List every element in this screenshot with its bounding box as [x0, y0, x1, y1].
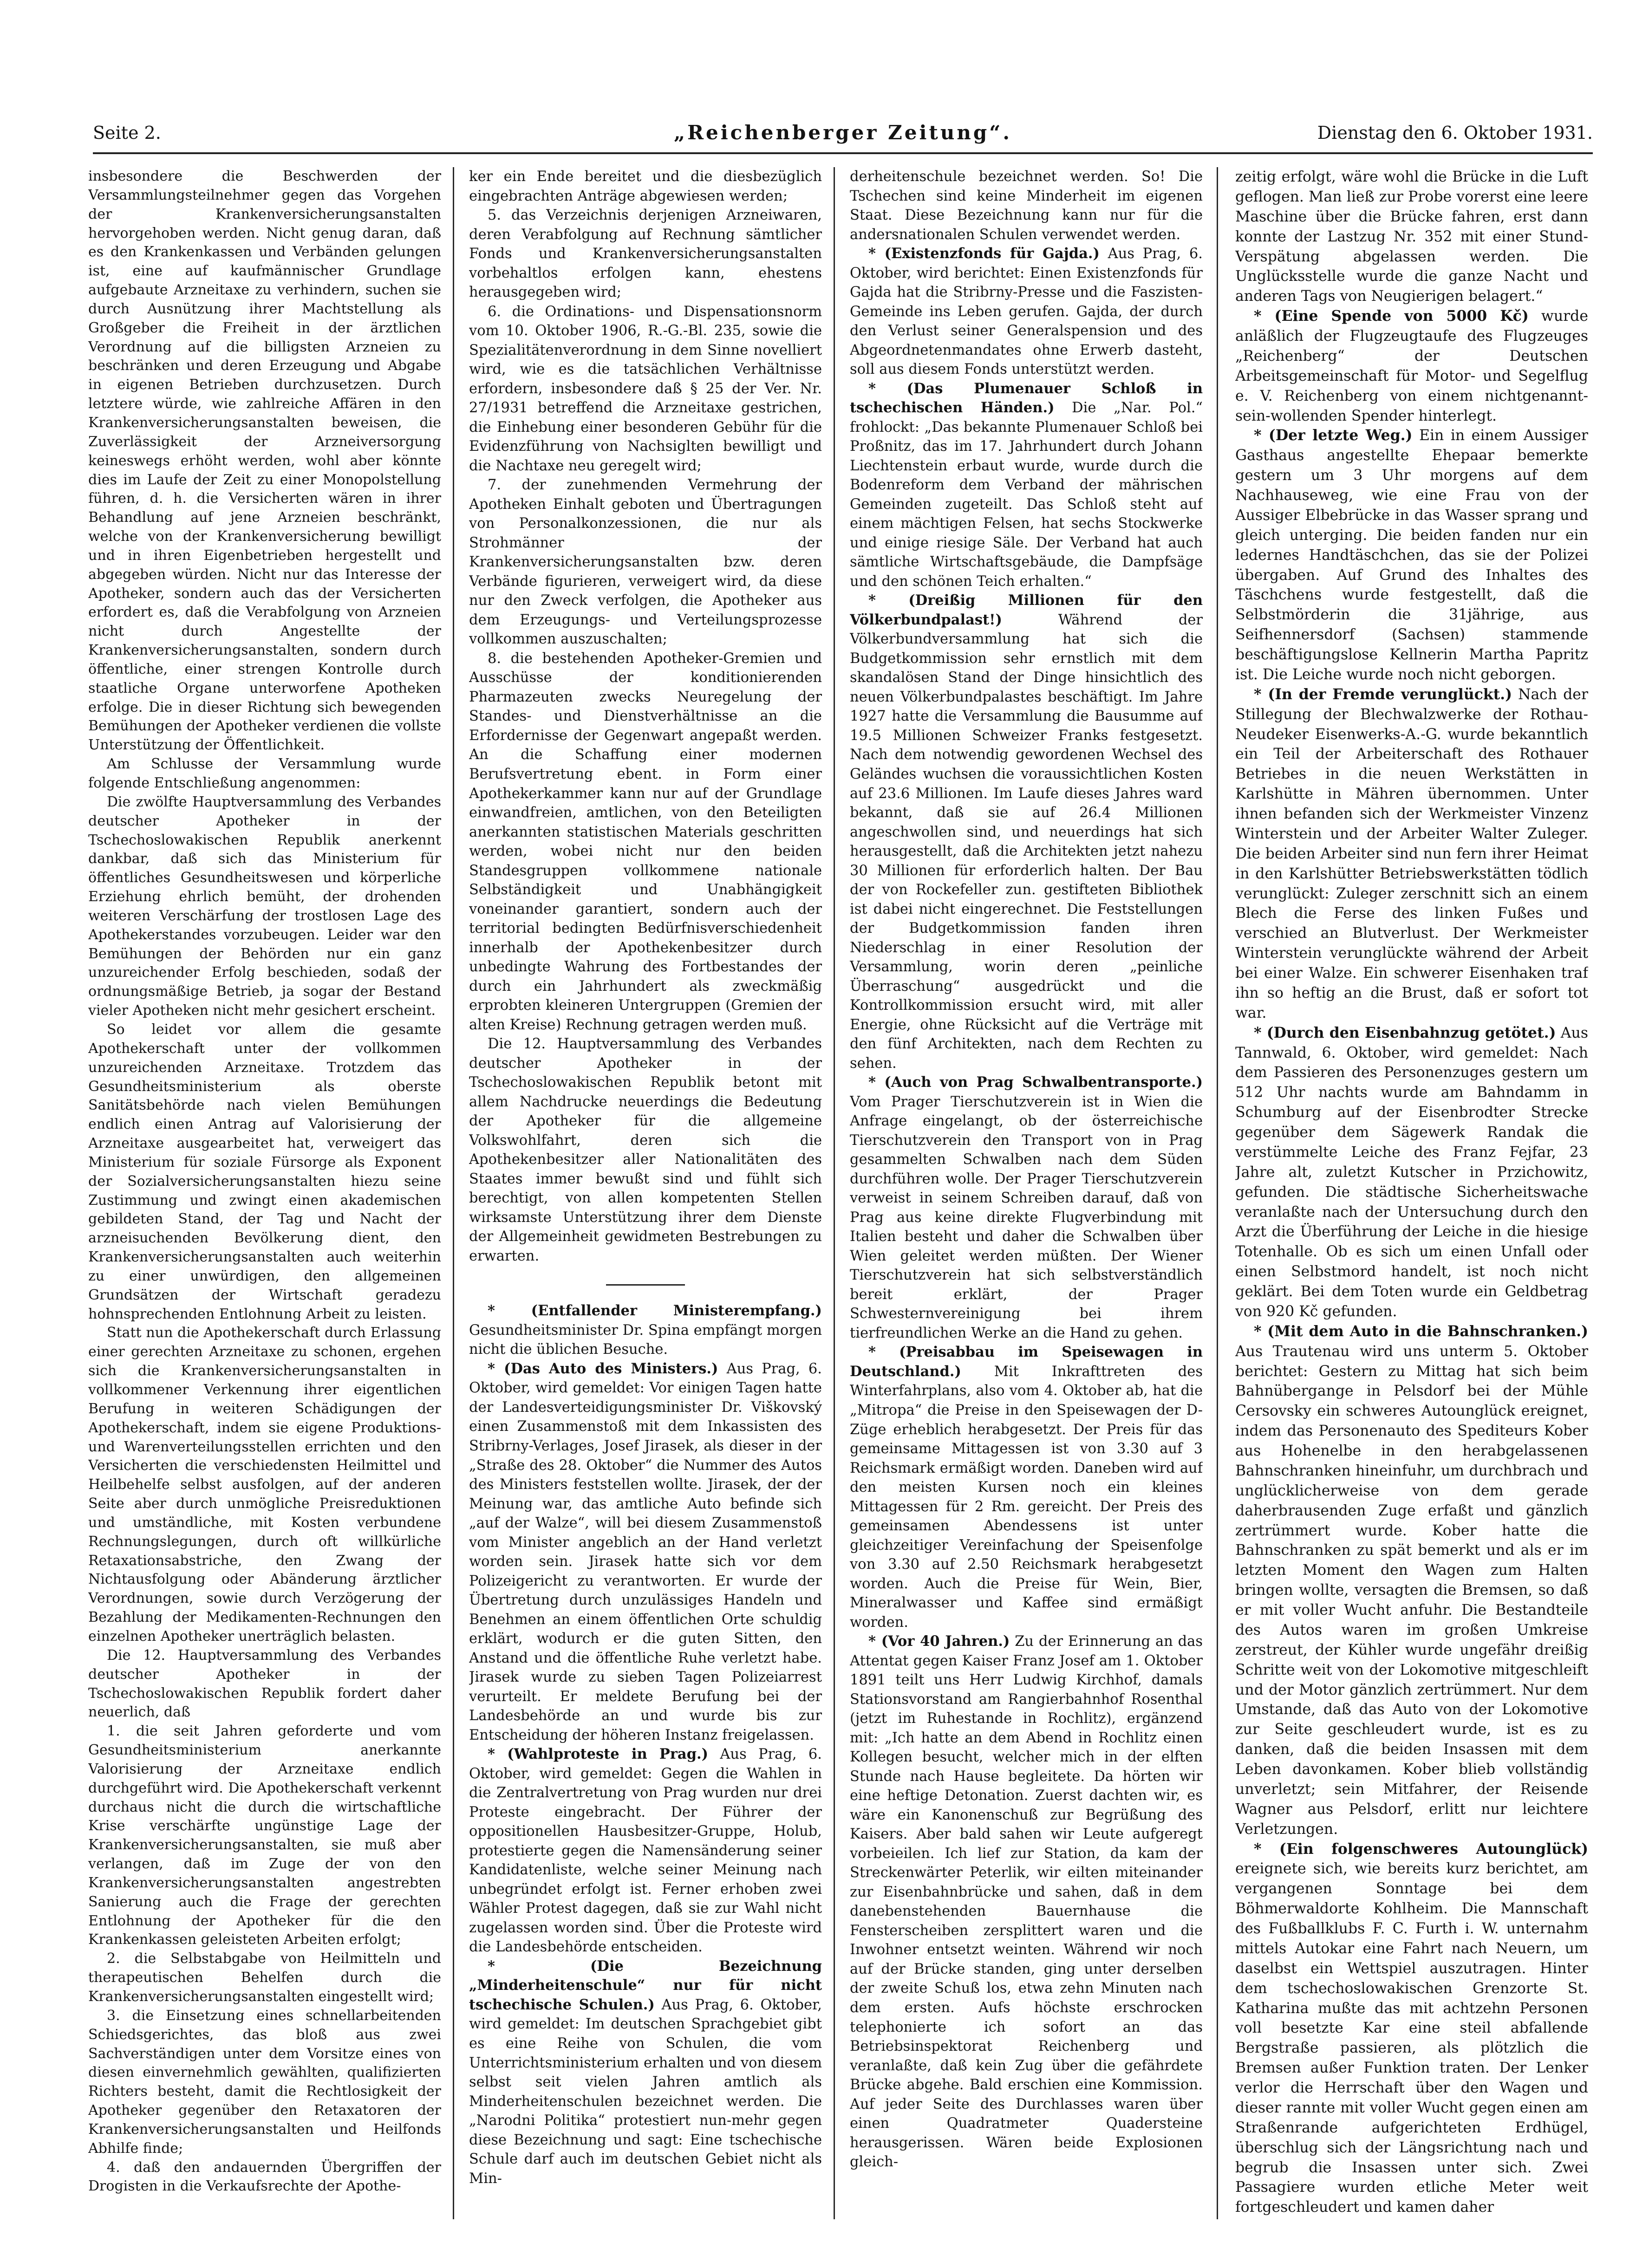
paragraph: Am Schlusse der Versammlung wurde folgende Entschließung angenommen: — [88, 756, 441, 791]
news-item: * (Das Plumenauer Schloß in tschechischen Händen.) Die „Nar. Pol.“ frohlockt: „Das bekannte Plumenauer Schloß bei Proßnitz, das im 17. Jahrhundert durch Johann Liechtenstein erbaut wurde, wurde durch die Bodenreform dem Verband der mährischen Gemeinden zugeteilt. Das Schloß steht auf einem mächtigen Felsen, hat sechs Stockwerke und einige riesige Säle. Der Verband hat auch sämtliche Wirtschaftsgebäude, die Dampfsäge und den schönen Teich erhalten.“ — [850, 380, 1203, 590]
paragraph: 5. das Verzeichnis derjenigen Arzneiwaren, deren Verabfolgung auf Rechnung sämtlicher Fonds und Krankenversicherungsanstalten vorbehaltlos erfolgen kann, ehestens herausgegeben wird; — [469, 207, 822, 301]
news-item: * (Entfallender Ministerempfang.) Gesundheitsminister Dr. Spina empfängt morgen nicht die üblichen Besuche. — [469, 1302, 822, 1358]
page-header — [93, 120, 1593, 154]
column-divider — [453, 167, 454, 2219]
paragraph: Die 12. Hauptversammlung des Verbandes deutscher Apotheker in der Tschechoslowakischen Republik betont mit allem Nachdrucke neuerdings die Bedeutung der Apotheker für die allgemeine Volkswohlfahrt, deren sich die Apothekenbesitzer aller Nationalitäten des Staates immer bewußt sind und fühlt sich berechtigt, von allen kompetenten Stellen wirksamste Unterstützung ihrer dem Dienste der Allgemeinheit gewidmeten Bestrebungen zu erwarten. — [469, 1036, 822, 1264]
news-item: * (Existenzfonds für Gajda.) Aus Prag, 6. Oktober, wird berichtet: Einen Existenzfonds für Gajda hat die Stribrny-Presse und die Faszisten-Gemeinde ins Leben gerufen. Gajda, der durch den Verlust seiner Generalspension und des Abgeordnetenmandates ohne Erwerb dasteht, soll aus diesem Fonds unterstützt werden. — [850, 245, 1203, 378]
news-item: * (Der letzte Weg.) Ein in einem Aussiger Gasthaus angestellte Ehepaar bemerkte gestern um 3 Uhr morgens auf dem Nachhauseweg, wie eine Frau von der Aussiger Elbebrücke in das Wasser sprang und gleich unterging. Die beiden fanden nur ein ledernes Handtäschchen, das sie der Polizei übergaben. Auf Grund des Inhaltes des Täschchens wurde festgestellt, daß die Selbstmörderin die 31jährige, aus Seifhennersdorf (Sachsen) stammende beschäftigungslose Kellnerin Martha Papritz ist. Die Leiche wurde noch nicht geborgen. — [1235, 427, 1588, 683]
news-item: * (Durch den Eisenbahnzug getötet.) Aus Tannwald, 6. Oktober, wird gemeldet: Nach dem Passieren des Personenzuges gestern um 512 Uhr nachts wurde am Bahndamm in Schumburg auf der Eisenbrodter Strecke gegenüber dem Sägewerk Randak die verstümmelte Leiche des Franz Fejfar, 23 Jahre alt, zuletzt Kutscher in Przichowitz, gefunden. Die städtische Sicherheitswache veranlaßte nach der Untersuchung durch den Arzt die Überführung der Leiche in die hiesige Totenhalle. Ob es sich um einen Unfall oder einen Selbstmord handelt, ist noch nicht geklärt. Bei dem Toten wurde ein Geldbetrag von 920 Kč gefunden. — [1235, 1024, 1588, 1320]
newspaper-title: „Reichenberger Zeitung“. — [673, 121, 1012, 144]
column-divider — [1217, 167, 1218, 2219]
paragraph: ker ein Ende bereitet und die diesbezüglich eingebrachten Anträge abgewiesen werden; — [469, 169, 822, 204]
news-item: * (Mit dem Auto in die Bahnschranken.) Aus Trautenau wird uns unterm 5. Oktober berichtet: Gestern zu Mittag hat sich beim Bahnübergange in Pelsdorf bei der Mühle Cersovsky ein schweres Autounglück ereignet, indem das Personenauto des Spediteurs Kober aus Hohenelbe in den herabgelassenen Bahnschranken hineinfuhr, um durchbrach und unglücklicherweise von dem gerade daherbrausenden Zuge erfaßt und gänzlich zertrümmert wurde. Kober hatte die Bahnschranken zu spät bemerkt und als er im letzten Moment den Wagen zum Halten bringen wollte, versagten die Bremsen, so daß er mit voller Wucht anfuhr. Die Bestandteile des Autos waren im großen Umkreise zerstreut, der Kühler wurde ungefähr dreißig Schritte weit von der Lokomotive mitgeschleift und der Motor gänzlich zertrümmert. Nur dem Umstande, daß das Auto von der Lokomotive zur Seite geschleudert wurde, ist es zu danken, daß die beiden Insassen mit dem Leben davonkamen. Kober blieb vollständig unverletzt; sein Mitfahrer, der Reisende Wagner aus Pelsdorf, erlitt nur leichtere Verletzungen. — [1235, 1322, 1588, 1838]
paragraph: zeitig erfolgt, wäre wohl die Brücke in die Luft geflogen. Man ließ zur Probe vorerst eine leere Maschine über die Brücke fahren, erst dann konnte der Lastzug Nr. 352 mit einer Stund-Verspätung abgelassen werden. Die Unglücksstelle wurde die ganze Nacht und anderen Tags von Neugierigen belagert.“ — [1235, 169, 1588, 305]
news-item: * (Die Bezeichnung „Minderheitenschule“ nur für nicht tschechische Schulen.) Aus Prag, 6. Oktober, wird gemeldet: Im deutschen Sprachgebiet gibt es eine Reihe von Schulen, die vom Unterrichtsministerium erhalten und von diesem selbst seit vielen Jahren amtlich als Minderheitenschulen bezeichnet werden. Die „Narodni Politika“ protestiert nun-mehr gegen diese Bezeichnung und sagt: Eine tschechische Schule darf auch im deutschen Gebiet nicht als Min- — [469, 1957, 822, 2187]
paragraph: 6. die Ordinations- und Dispensationsnorm vom 10. Oktober 1906, R.-G.-Bl. 235, sowie die Spezialitätenverordnung in dem Sinne novelliert wird, wie es die tatsächlichen Verhältnisse erfordern, insbesondere daß § 25 der Ver. Nr. 27/1931 betreffend die Arzneitaxe gestrichen, die Einhebung einer besonderen Gebühr für die Evidenzführung von Nachsiglten bewilligt und die Nachtaxe neu geregelt wird; — [469, 303, 822, 474]
text-column-4 — [1235, 167, 1588, 2219]
news-item: * (Auch von Prag Schwalbentransporte.) Vom Prager Tierschutzverein ist in Wien die Anfrage eingelangt, ob der österreichische Tierschutzverein den Transport von in Prag gesammelten Schwalben nach dem Süden durchführen wolle. Der Prager Tierschutzverein verweist in seinem Schreiben darauf, daß von Prag aus keine direkte Flugverbindung mit Italien besteht und daher die Schwalben über Wien geleitet werden müßten. Der Wiener Tierschutzverein hat sich selbstverständlich bereit erklärt, der Prager Schwesternvereinigung bei ihrem tierfreundlichen Werke an die Hand zu gehen. — [850, 1074, 1203, 1341]
paragraph: 2. die Selbstabgabe von Heilmitteln und therapeutischen Behelfen durch die Krankenversicherungsanstalten eingestellt wird; — [88, 1950, 441, 2005]
news-item: * (Ein folgenschweres Autounglück) ereignete sich, wie bereits kurz berichtet, am vergangenen Sonntage bei dem Böhmerwaldorte Kohlheim. Die Mannschaft des Fußballklubs F. C. Furth i. W. unternahm mittels Autokar eine Fahrt nach Neuern, um daselbst ein Wettspiel auszutragen. Hinter dem tschechoslowakischen Grenzorte St. Katharina mußte das mit achtzehn Personen voll besetzte Kar eine steil abfallende Bergstraße passieren, als plötzlich die Bremsen außer Funktion traten. Der Lenker verlor die Herrschaft über den Wagen und dieser rannte mit voller Wucht gegen einen am Straßenrande aufgerichteten Erdhügel, überschlug sich der Längsrichtung nach und begrub die Insassen unter sich. Zwei Passagiere wurden etliche Meter weit fortgeschleudert und kamen daher — [1235, 1840, 1588, 2216]
news-item: * (Eine Spende von 5000 Kč) wurde anläßlich der Flugzeugtaufe des Flugzeuges „Reichenberg“ der Deutschen Arbeitsgemeinschaft für Motor- und Segelflug e. V. Reichenberg von einem nichtgenannt-sein-wollenden Spender hinterlegt. — [1235, 307, 1588, 424]
paragraph: So leidet vor allem die gesamte Apothekerschaft unter der vollkommen unzureichenden Arzneitaxe. Trotzdem das Gesundheitsministerium als oberste Sanitätsbehörde nach vielen Bemühungen endlich einen Antrag auf Valorisierung der Arzneitaxe ausgearbeitet hat, verweigert das Ministerium für soziale Fürsorge als Exponent der Sozialversicherungsanstalten hiezu seine Zustimmung und zwingt einen akademischen gebildeten Stand, der Tag und Nacht der arzneisuchenden Bevölkerung dient, den Krankenversicherungsanstalten auch weiterhin zu einer unwürdigen, den allgemeinen Grundsätzen der Wirtschaft geradezu hohnsprechenden Entlohnung Arbeit zu leisten. — [88, 1021, 441, 1322]
paragraph: 3. die Einsetzung eines schnellarbeitenden Schiedsgerichtes, das bloß aus zwei Sachverständigen unter dem Vorsitze eines von diesen einvernehmlich gewählten, qualifizierten Richters besteht, damit die Rechtlosigkeit der Apotheker gegenüber den Retaxatoren der Krankenversicherungsanstalten und Heilfonds Abhilfe finde; — [88, 2007, 441, 2157]
news-item: * (In der Fremde verunglückt.) Nach der Stillegung der Blechwalzwerke der Rothau-Neudeker Eisenwerks-A.-G. wurde bekanntlich ein Teil der Arbeiterschaft des Rothauer Betriebes in die neuen Werkstätten in Karlshütte in Mähren übernommen. Unter ihnen befanden sich der Werkmeister Vinzenz Winterstein und der Arbeiter Walter Zuleger. Die beiden Arbeiter sind nun fern ihrer Heimat in den Karlshütter Betriebswerkstätten tödlich verunglückt: Zuleger zerschnitt sich an einem Blech die Ferse des linken Fußes und verschied an Blutverlust. Der Werkmeister Winterstein verunglückte während der Arbeit bei einer Walze. Ein schwerer Eisenhaken traf ihn so heftig an die Brust, daß er sofort tot war. — [1235, 685, 1588, 1021]
news-item: * (Vor 40 Jahren.) Zu der Erinnerung an das Attentat gegen Kaiser Franz Josef am 1. Oktober 1891 teilt uns Herr Ludwig Kirchhof, damals Stationsvorstand am Rangierbahnhof Rosenthal (jetzt im Ruhestande in Rochlitz), ergänzend mit: „Ich hatte an dem Abend in Rochlitz einen Kollegen besucht, welcher mich in der elften Stunde nach Hause begleitete. Da hörten wir eine heftige Detonation. Zuerst dachten wir, es wäre ein Kanonenschuß zur Begrüßung des Kaisers. Aber bald sahen wir Leute aufgeregt vorbeieilen. Ich lief zur Station, da kam der Streckenwärter Peterlik, wir eilten miteinander zur Eisenbahnbrücke und sahen, daß in dem danebenstehenden Bauernhause die Fensterscheiben zersplittert waren und die Inwohner entsetzt weinten. Während wir noch auf der Brücke standen, ging unter derselben der zweite Schuß los, etwa zehn Minuten nach dem ersten. Aufs höchste erschrocken telephonierte ich sofort an das Betriebsinspektorat Reichenberg und veranlaßte, daß kein Zug über die gefährdete Brücke abgehe. Bald erschien eine Kommission. Auf jeder Seite des Durchlasses waren über einen Quadratmeter Quadersteine herausgerissen. Wären beide Explosionen gleich- — [850, 1633, 1203, 2171]
paragraph: Die zwölfte Hauptversammlung des Verbandes deutscher Apotheker in der Tschechoslowakischen Republik anerkennt dankbar, daß sich das Ministerium für öffentliches Gesundheitswesen und körperliche Erziehung ehrlich bemüht, der drohenden weiteren Verschärfung der trostlosen Lage des Apothekerstandes vorzubeugen. Leider war den Bemühungen der Behörden nur ein ganz unzureichender Erfolg beschieden, sodaß der ordnungsmäßige Betrieb, ja sogar der Bestand vieler Apotheken nicht mehr gesichert erscheint. — [88, 793, 441, 1019]
page-number: Seite 2. — [93, 123, 161, 143]
paragraph: 4. daß den andauernden Übergriffen der Drogisten in die Verkaufsrechte der Apothe- — [88, 2159, 441, 2195]
news-item: * (Wahlproteste in Prag.) Aus Prag, 6. Oktober, wird gemeldet: Gegen die Wahlen in die Zentralvertretung von Prag wurden nur drei Proteste eingebracht. Der Führer der oppositionellen Hausbesitzer-Gruppe, Holub, protestierte gegen die Namensänderung seiner Kandidatenliste, welche seiner Meinung nach unbegründet erfolgt ist. Ferner erhoben zwei Wähler Protest dagegen, daß sie zur Wahl nicht zugelassen worden sind. Über die Proteste wird die Landesbehörde entscheiden. — [469, 1746, 822, 1956]
news-item: * (Das Auto des Ministers.) Aus Prag, 6. Oktober, wird gemeldet: Vor einigen Tagen hatte der Landesverteidigungsminister Dr. Viškovský einen Zusammenstoß mit dem Inkassisten des Stribrny-Verlages, Josef Jirasek, als dieser in der „Straße des 28. Oktober“ die Nummer des Autos des Ministers feststellen wollte. Jirasek, der der Meinung war, das amtliche Auto befinde sich „auf der Walze“, will bei diesem Zusammenstoß vom Minister angeblich an der Hand verletzt worden sein. Jirasek hatte sich vor dem Polizeigericht zu verantworten. Er wurde der Übertretung durch unzulässiges Handeln und Benehmen an einem öffentlichen Orte schuldig erklärt, wodurch er die guten Sitten, den Anstand und die öffentliche Ruhe verletzt habe. Jirasek wurde zu sieben Tagen Polizeiarrest verurteilt. Er meldete Berufung bei der Landesbehörde an und wurde bis zur Entscheidung der höheren Instanz freigelassen. — [469, 1360, 822, 1743]
news-item: * (Preisabbau im Speisewagen in Deutschland.) Mit Inkrafttreten des Winterfahrplans, also vom 4. Oktober ab, hat die „Mitropa“ die Preise in den Speisewagen der D-Züge erheblich herabgesetzt. Der Preis für das gemeinsame Mittagessen ist von 3.30 auf 3 Reichsmark ermäßigt worden. Daneben wird auf den meisten Kursen noch ein kleines Mittagessen für 2 Rm. gereicht. Der Preis des gemeinsamen Abendessens ist unter gleichzeitiger Vereinfachung der Speisenfolge von 3.30 auf 2.50 Reichsmark herabgesetzt worden. Auch die Preise für Wein, Bier, Mineralwasser und Kaffee sind ermäßigt worden. — [850, 1344, 1203, 1631]
paragraph: Die 12. Hauptversammlung des Verbandes deutscher Apotheker in der Tschechoslowakischen Republik fordert daher neuerlich, daß — [88, 1647, 441, 1721]
paragraph: Statt nun die Apothekerschaft durch Erlassung einer gerechten Arzneitaxe zu schonen, ergehen sich die Krankenversicherungsanstalten in vollkommener Verkennung ihrer eigentlichen Berufung in weiteren Schädigungen der Apothekerschaft, indem sie eigene Produktions- und Warenverteilungsstellen errichten und den Versicherten die verschiedensten Heilmittel und Heilbehelfe selbst ausfolgen, auf der anderen Seite aber durch unmögliche Preisreduktionen und umständliche, mit Kosten verbundene Rechnungslegungen, durch oft willkürliche Retaxationsabstriche, den Zwang der Nichtausfolgung oder Abänderung ärztlicher Verordnungen, sowie durch Verzögerung der Bezahlung der Medikamenten-Rechnungen den einzelnen Apotheker unerträglich belasten. — [88, 1325, 441, 1644]
text-column-2 — [469, 167, 822, 2219]
text-column-1 — [88, 167, 441, 2219]
paragraph: 7. der zunehmenden Vermehrung der Apotheken Einhalt geboten und Übertragungen von Personalkonzessionen, die nur als Strohmänner der Krankenversicherungsanstalten bzw. deren Verbände figurieren, verweigert wird, da diese nur den Zweck verfolgen, die Apotheker aus dem Erzeugungs- und Verteilungsprozesse vollkommen auszuschalten; — [469, 477, 822, 648]
issue-date: Dienstag den 6. Oktober 1931. — [1317, 123, 1593, 143]
news-item: * (Dreißig Millionen für den Völkerbundpalast!) Während der Völkerbundversammlung hat sich die Budgetkommission sehr ernstlich mit dem skandalösen Stand der Dinge hinsichtlich des neuen Völkerbundpalastes beschäftigt. Im Jahre 1927 hatte die Versammlung die Bausumme auf 19.5 Millionen Schweizer Franks festgesetzt. Nach dem notwendig gewordenen Wechsel des Geländes wuchsen die voraussichtlichen Kosten auf 23.6 Millionen. Im Laufe dieses Jahres ward bekannt, daß sie auf 26.4 Millionen angeschwollen sind, und neuerdings hat sich herausgestellt, daß die Architekten jetzt nahezu 30 Millionen für erforderlich halten. Der Bau der von Rockefeller zun. gestifteten Bibliothek ist dabei nicht eingerechnet. Die Feststellungen der Budgetkommission fanden ihren Niederschlag in einer Resolution der Versammlung, worin deren „peinliche Überraschung“ ausgedrückt und die Kontrollkommission ersucht wird, mit aller Energie, ohne Rücksicht auf die Verträge mit den fünf Architekten, nach dem Rechten zu sehen. — [850, 592, 1203, 1072]
text-column-3 — [850, 167, 1203, 2219]
paragraph: derheitenschule bezeichnet werden. So! Die Tschechen sind keine Minderheit im eigenen Staat. Diese Bezeichnung kann nur für die andersnationalen Schulen verwendet werden. — [850, 169, 1203, 243]
column-divider — [834, 167, 835, 2219]
section-divider — [606, 1284, 685, 1286]
paragraph: 1. die seit Jahren geforderte und vom Gesundheitsministerium anerkannte Valorisierung der Arzneitaxe endlich durchgeführt wird. Die Apothekerschaft verkennt durchaus nicht die durch die wirtschaftliche Krise verschärfte ungünstige Lage der Krankenversicherungsanstalten, sie muß aber verlangen, daß im Zuge der von den Krankenversicherungsanstalten angestrebten Sanierung auch die Frage der gerechten Entlohnung der Apotheker für die den Krankenkassen geleisteten Arbeiten erfolgt; — [88, 1723, 441, 1948]
paragraph: 8. die bestehenden Apotheker-Gremien und Ausschüsse der konditionierenden Pharmazeuten zwecks Neuregelung der Standes- und Dienstverhältnisse an die Erfordernisse der Gegenwart angepaßt werden. An die Schaffung einer modernen Berufsvertretung ebent. in Form einer Apothekerkammer kann nur auf der Grundlage einwandfreien, amtlichen, von den Beteiligten anerkannten statistischen Materials geschritten werden, wobei nicht nur den beiden Standesgruppen vollkommene nationale Selbständigkeit und Unabhängigkeit voneinander garantiert, sondern auch der territorial bedingten Bedürfnisverschiedenheit innerhalb der Apothekenbesitzer durch unbedingte Wahrung des Fortbestandes der durch ein Jahrhundert als zweckmäßig erprobten kleineren Untergruppen (Gremien der alten Kreise) Rechnung getragen werden muß. — [469, 650, 822, 1033]
paragraph: insbesondere die Beschwerden der Versammlungsteilnehmer gegen das Vorgehen der Krankenversicherungsanstalten hervorgehoben werden. Nicht genug daran, daß es den Krankenkassen und Verbänden gelungen ist, eine auf kaufmännischer Grundlage aufgebaute Arzneitaxe zu verhindern, suchen sie durch Ausnützung ihrer Machtstellung als Großgeber die Freiheit in der ärztlichen Verordnung auf die billigsten Arzneien zu beschränken und deren Erzeugung und Abgabe in eigenen Betrieben durchzusetzen. Durch letztere würde, wie zahlreiche Affären in den Krankenversicherungsanstalten beweisen, die Zuverlässigkeit der Arzneiversorgung keineswegs erhöht werden, wohl aber könnte dies im Laufe der Zeit zu einer Monopolstellung führen, d. h. die Versicherten wären in ihrer Behandlung auf jene Arzneien beschränkt, welche von der Krankenversicherung bewilligt und in ihren Eigenbetrieben hergestellt und abgegeben würden. Nicht nur das Interesse der Apotheker, sondern auch das der Versicherten erfordert es, daß die Verabfolgung von Arzneien nicht durch Angestellte der Krankenversicherungsanstalten, sondern durch öffentliche, einer strengen Kontrolle durch staatliche Organe unterworfene Apotheken erfolge. Die in dieser Richtung sich bewegenden Bemühungen der Apotheker verdienen die vollste Unterstützung der Öffentlichkeit. — [88, 168, 441, 754]
